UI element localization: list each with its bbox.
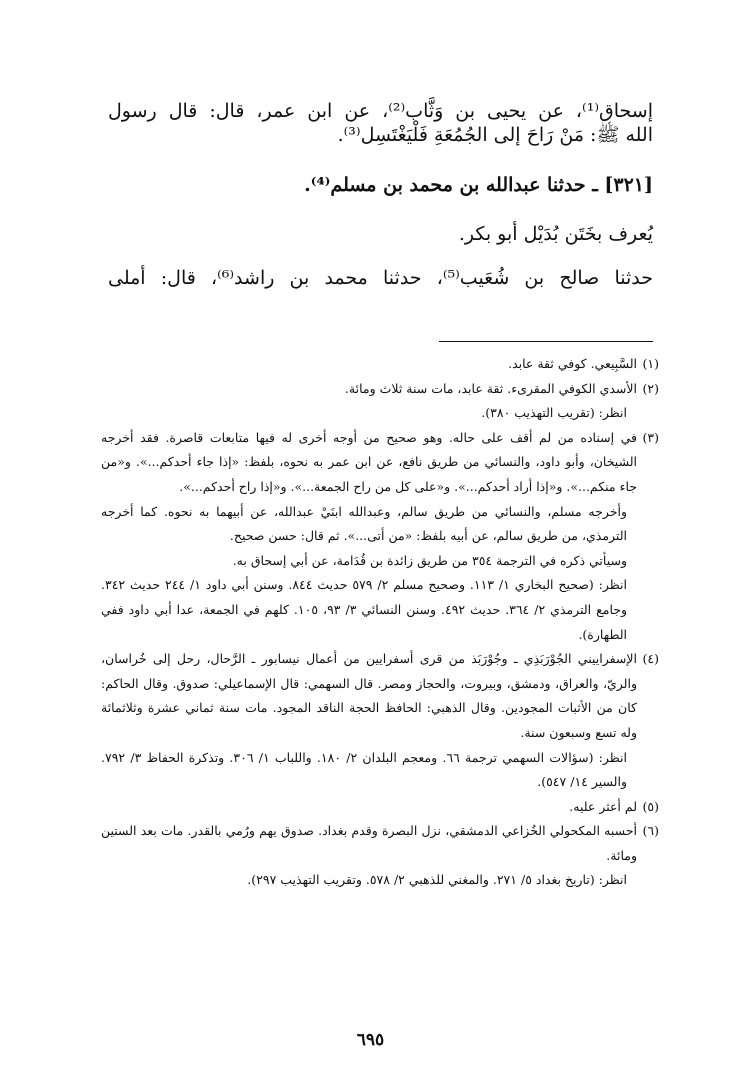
footnote-divider: [439, 341, 653, 342]
footnote-reference: انظر: (صحيح البخاري ١/ ١١٣. وصحيح مسلم ٢/ ٥٧٩ حديث ٨٤٤. وسنن أبي داود ١/ ٢٤٤ حديث ٣٤٢. وجامع الترمذي ٢/ ٣٦٤. حديث ٤٩٢. وسنن النسائي ٣/ ٩٣، ١٠٥. كلهم في الجمعة، عدا أبي داود ففي الطهارة).: [101, 577, 628, 642]
footnote-text: في إسناده من لم أقف على حاله. وهو صحيح من أوجه أخرى له فيها متابعات قاصرة. فقد أخرجه الشيخان، وأبو داود، والنسائي من طريق نافع، عن ابن عمر به نحوه، بلفظ: «إذا جاء أحدكم...». و«من جاء منكم...». و«إذا أراد أحدكم...». و«على كل من راح الجمعة...». و«إذا راح أحدكم...».: [101, 429, 637, 494]
footnote-number: (٢): [642, 380, 659, 396]
page-number: ٦٩٥: [356, 1030, 385, 1050]
footnote-6: [101, 819, 659, 893]
footnote-text: أحسبه المكحولي الخُزاعي الدمشقي، نزل البصرة وقدم بغداد. صدوق يهم ورُمي بالقدر. مات بعد الستين ومائة.: [101, 823, 637, 863]
footnote-number: (٦): [642, 823, 659, 839]
footnote-text: الإسفراييني الجُوْرَبَذِي ـ وجُوْرَبَذ من قرى أسفرايين من أعمال نيسابور ـ الرَّحال، رحل إلى خُراسان، والريّ، والعراق، ودمشق، وبيروت، والحجاز ومصر. قال السهمي: قال الإسماعيلي: صدوق. وقال الحاكم: كان من الأثبات المجودين. وقال الذهبي: الحافظ الحجة الناقد المجود. مات سنة ثماني عشرة وثلاثمائة وله تسع وسبعون سنة.: [101, 651, 637, 740]
main-line-2: الله ﷺ: مَنْ رَاحَ إلى الجُمُعَةِ فَلْيَغْتَسِل⁽³⁾.: [337, 123, 653, 146]
footnotes: [101, 352, 659, 893]
footnote-1: [101, 352, 659, 377]
footnote-5: [101, 795, 659, 820]
main-text: [108, 100, 653, 291]
footnote-3: [101, 426, 659, 647]
main-line-4: يُعرف بخَتَن بُدَيْل أبو بكر.: [458, 223, 653, 246]
footnote-2: [101, 377, 659, 426]
footnote-reference: انظر: (تقريب التهذيب ٣٨٠).: [481, 405, 627, 421]
footnote-number: (٣): [642, 429, 659, 445]
footnote-4: [101, 647, 659, 795]
footnote-number: (٥): [642, 798, 659, 814]
footnote-text: وأخرجه مسلم، والنسائي من طريق سالم، وعبدالله ابنَيْ عبدالله، عن أبيهما به نحوه. كما أخرجه الترمذي، من طريق سالم، عن أبيه بلفظ: «من أتى...». ثم قال: حسن صحيح.: [101, 503, 627, 544]
footnote-text: وسيأتي ذكره في الترجمة ٣٥٤ من طريق زائدة بن قُدَامة، عن أبي إسحاق به.: [232, 552, 627, 568]
footnote-text: الأسدي الكوفي المقرىء. ثقة عابد، مات سنة ثلاث ومائة.: [344, 380, 637, 396]
footnote-number: (٤): [642, 651, 659, 667]
footnote-reference: انظر: (تاريخ بغداد ٥/ ٢٧١. والمغني للذهبي ٢/ ٥٧٨. وتقريب التهذيب ٢٩٧).: [247, 872, 627, 888]
footnote-number: (١): [642, 356, 659, 371]
entry-heading: [٣٢١] ـ حدثنا عبدالله بن محمد بن مسلم⁽⁴⁾.: [304, 173, 653, 196]
footnote-reference: انظر: (سؤالات السهمي ترجمة ٦٦. ومعجم البلدان ٢/ ١٨٠. واللباب ١/ ٣٠٦. وتذكرة الحفاظ ٣/ ٧٩٢. والسير ١٤/ ٥٤٧).: [101, 749, 627, 790]
footnote-text: السَّبِيعي. كوفي ثقة عابد.: [508, 356, 637, 371]
main-line-5: حدثنا صالح بن شُعَيب⁽⁵⁾، حدثنا محمد بن راشد⁽⁶⁾، قال: أملى: [108, 267, 653, 289]
footnote-text: لم أعثر عليه.: [569, 798, 637, 814]
main-line-1: إسحاق⁽¹⁾، عن يحيى بن وَثَّاب⁽²⁾، عن ابن عمر، قال: قال رسول: [108, 100, 653, 122]
